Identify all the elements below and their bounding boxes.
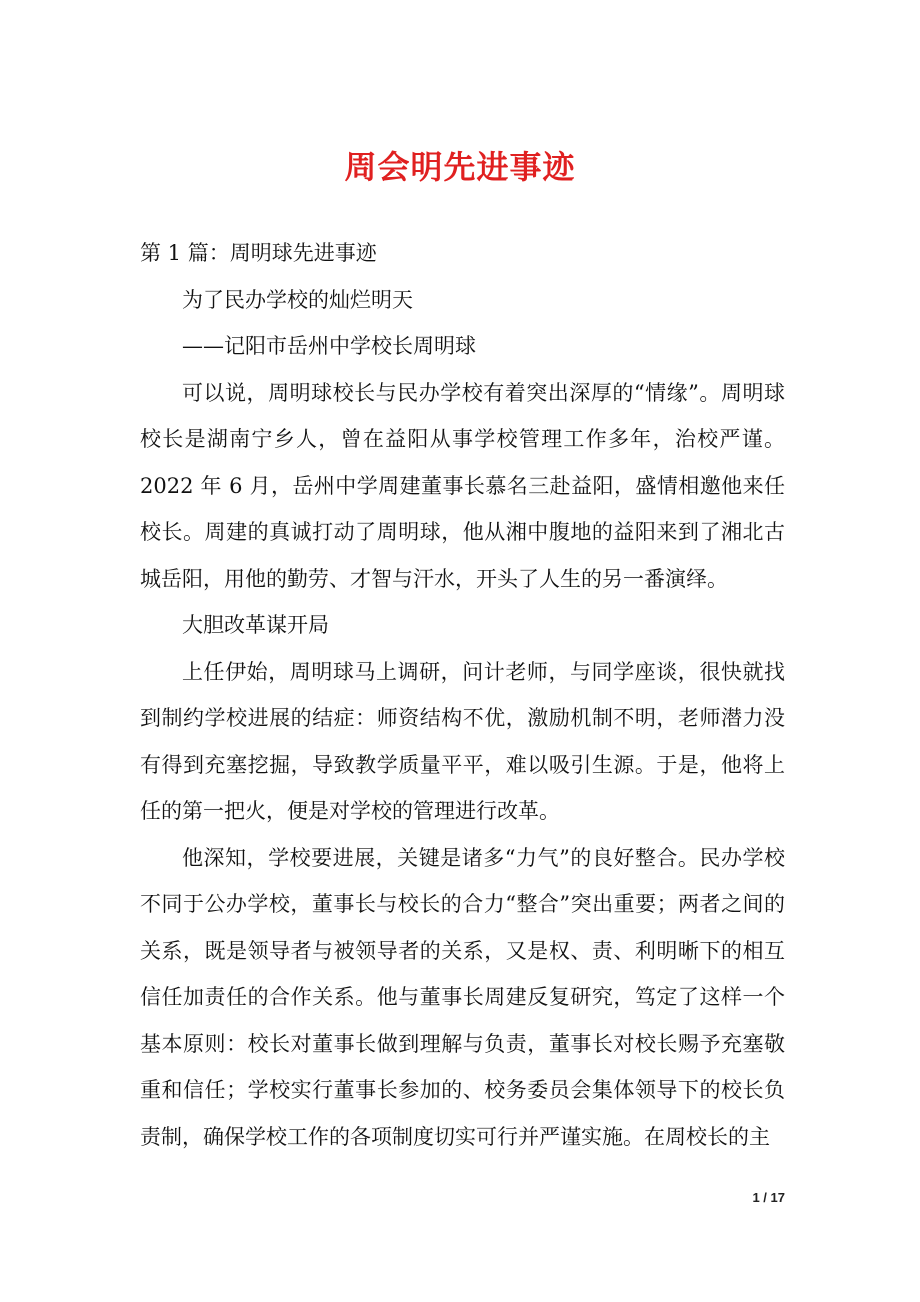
paragraph: 上任伊始，周明球马上调研，问计老师，与同学座谈，很快就找到制约学校进展的结症：师资结构不优，激励机制不明，老师潜力没有得到充塞挖掘，导致教学质量平平，难以吸引生源。于是，他将上任的第一把火，便是对学校的管理进行改革。 (140, 659, 785, 823)
article-subtitle: 为了民办学校的灿烂明天 (182, 287, 413, 312)
paragraph: 可以说，周明球校长与民办学校有着突出深厚的“情缘”。周明球校长是湖南宁乡人，曾在益阳从事学校管理工作多年，治校严谨。2022 年 6 月，岳州中学周建董事长慕名三赴益阳，盛情相邀他来任校长。周建的真诚打动了周明球，他从湘中腹地的益阳来到了湘北古城岳阳，用他的勤劳、才智与汗水，开头了人生的另一番演绎。 (140, 380, 785, 591)
section-heading: 第 1 篇：周明球先进事迹 (140, 241, 377, 265)
document-body (140, 230, 785, 1160)
page-indicator: 1 / 17 (752, 1190, 785, 1205)
subheading: 大胆改革谋开局 (182, 613, 329, 637)
paragraph: 他深知，学校要进展，关键是诸多“力气”的良好整合。民办学校不同于公办学校，董事长与校长的合力“整合”突出重要；两者之间的关系，既是领导者与被领导者的关系，又是权、责、利明晰下的相互信任加责任的合作关系。他与董事长周建反复研究，笃定了这样一个基本原则：校长对董事长做到理解与负责，董事长对校长赐予充塞敬重和信任；学校实行董事长参加的、校务委员会集体领导下的校长负责制，确保学校工作的各项制度切实可行并严谨实施。在周校长的主 (140, 845, 785, 1149)
document-title: 周会明先进事迹 (344, 148, 576, 186)
article-byline: ——记阳市岳州中学校长周明球 (182, 334, 476, 358)
